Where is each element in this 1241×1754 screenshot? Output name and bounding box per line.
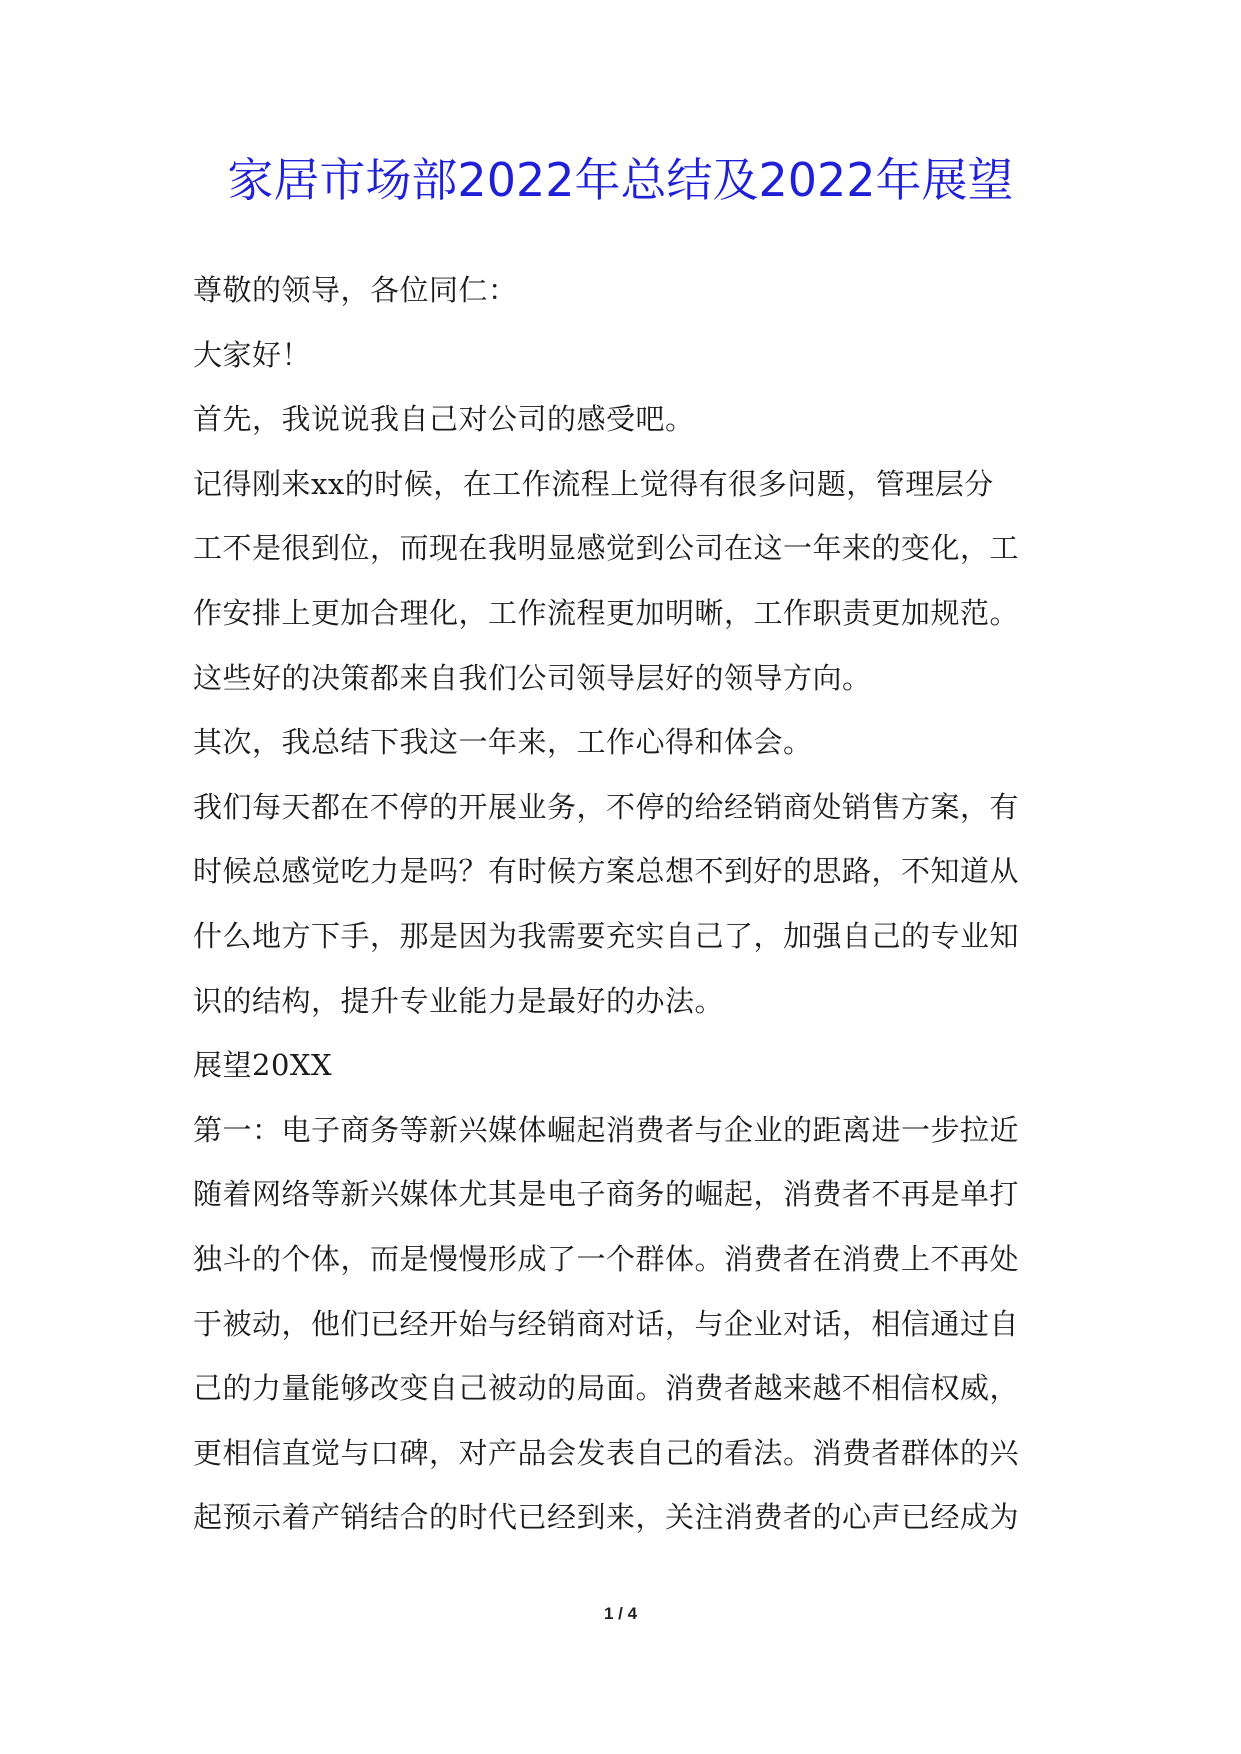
body-line: 什么地方下手，那是因为我需要充实自己了，加强自己的专业知 — [193, 918, 1020, 953]
body-line: 起预示着产销结合的时代已经到来，关注消费者的心声已经成为 — [193, 1500, 1020, 1535]
body-line: 我们每天都在不停的开展业务，不停的给经销商处销售方案，有 — [193, 789, 1020, 824]
document-body — [193, 258, 1073, 1550]
body-line: 首先，我说说我自己对公司的感受吧。 — [193, 402, 695, 437]
page-number: 1 / 4 — [603, 1604, 638, 1623]
body-line: 独斗的个体，而是慢慢形成了一个群体。消费者在消费上不再处 — [193, 1241, 1020, 1276]
document-title: 家居市场部2022年总结及2022年展望 — [227, 153, 1014, 207]
body-line: 这些好的决策都来自我们公司领导层好的领导方向。 — [193, 660, 872, 695]
body-line: 第一：电子商务等新兴媒体崛起消费者与企业的距离进一步拉近 — [193, 1112, 1020, 1147]
body-line: 更相信直觉与口碑，对产品会发表自己的看法。消费者群体的兴 — [193, 1435, 1020, 1470]
body-line: 识的结构，提升专业能力是最好的办法。 — [193, 983, 725, 1018]
body-line: 大家好！ — [193, 337, 312, 372]
body-line: 记得刚来xx的时候，在工作流程上觉得有很多问题，管理层分 — [193, 466, 994, 501]
body-line: 工不是很到位，而现在我明显感觉到公司在这一年来的变化，工 — [193, 531, 1020, 566]
body-line: 于被动，他们已经开始与经销商对话，与企业对话，相信通过自 — [193, 1306, 1020, 1341]
body-line: 作安排上更加合理化，工作流程更加明晰，工作职责更加规范。 — [193, 595, 1020, 630]
body-line: 尊敬的领导，各位同仁： — [193, 273, 518, 307]
body-line: 时候总感觉吃力是吗？有时候方案总想不到好的思路，不知道从 — [193, 854, 1020, 889]
body-line: 随着网络等新兴媒体尤其是电子商务的崛起，消费者不再是单打 — [193, 1177, 1020, 1212]
section-heading: 展望20XX — [193, 1048, 333, 1083]
body-line: 其次，我总结下我这一年来，工作心得和体会。 — [193, 725, 813, 760]
body-line: 己的力量能够改变自己被动的局面。消费者越来越不相信权威， — [193, 1371, 1020, 1406]
